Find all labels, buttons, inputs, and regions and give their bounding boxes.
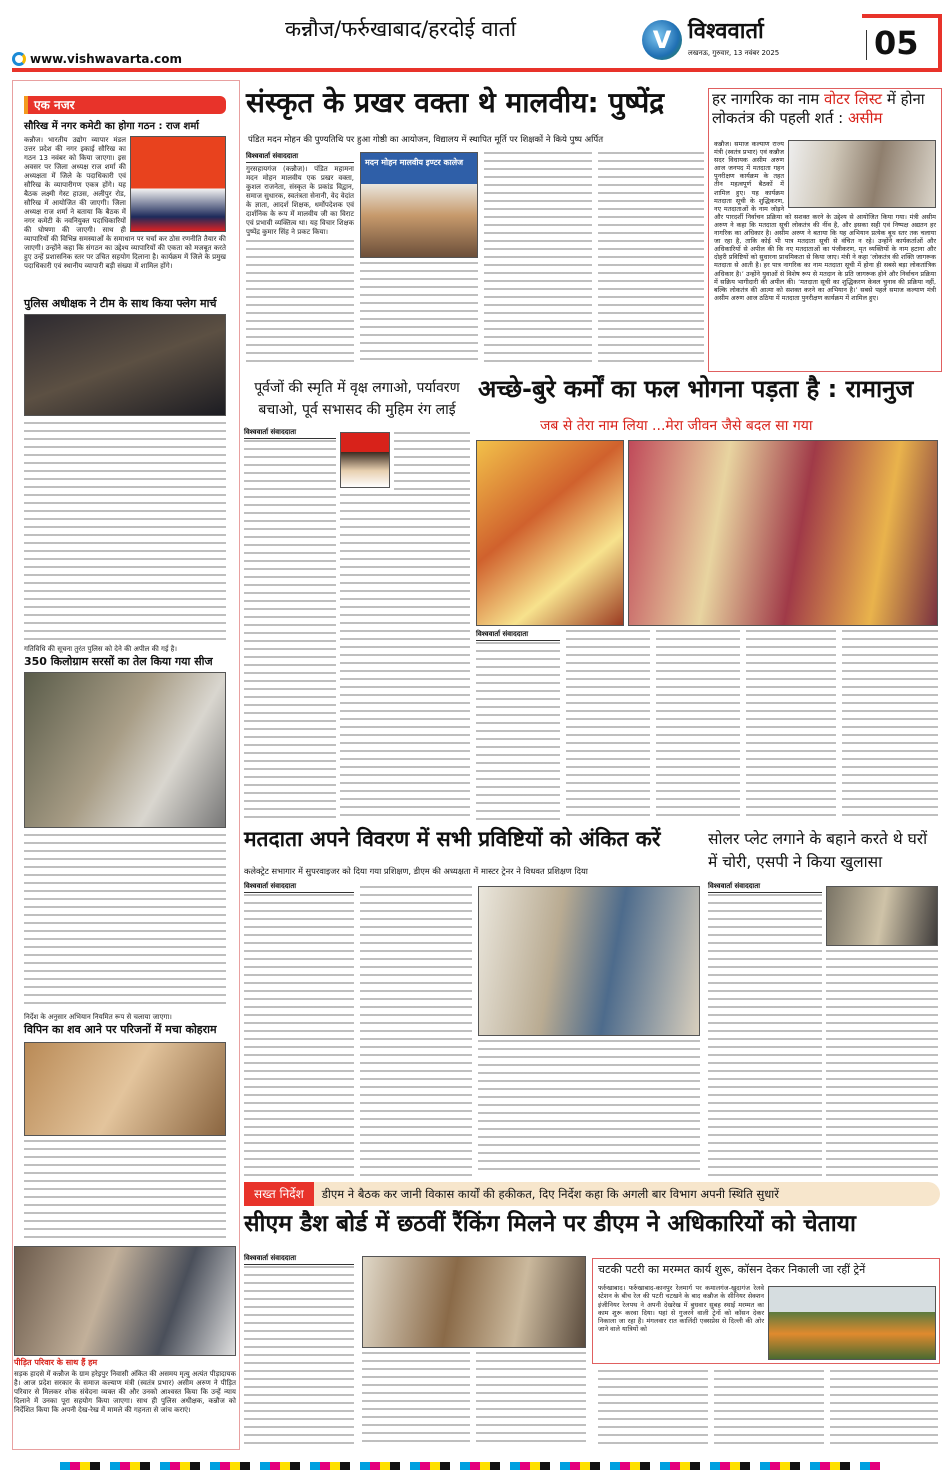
story-body-text — [360, 886, 472, 1176]
lead-body-text — [246, 240, 354, 366]
website-link[interactable]: www.vishwavarta.com — [12, 52, 182, 66]
story-body-text — [714, 1370, 824, 1444]
story-headline: सोलर प्लेट लगाने के बहाने करते थे घरों में चोरी, एसपी ने किया खुलासा — [708, 830, 928, 871]
portrait-photo — [340, 432, 390, 488]
story-body-text — [394, 432, 470, 492]
story-headline: चटकी पटरी का मरम्मत कार्य शुरू, कॉसन देकर निकाली जा रहीं ट्रेनें — [598, 1263, 866, 1276]
story-body-text — [340, 494, 470, 820]
story-body-text — [842, 630, 938, 820]
lead-first-column — [246, 152, 354, 366]
story-headline: हर नागरिक का नाम वोटर लिस्ट में होना लोकतंत्र की पहली शर्त : असीम — [712, 90, 925, 127]
story-body-text — [746, 630, 836, 820]
dateline: लखनऊ, गुरुवार, 13 नवंबर 2025 — [688, 49, 780, 57]
story-headline: अच्छे-बुरे कर्मों का फल भोगना पड़ता है : रामानुज — [478, 375, 914, 403]
story-headline: पुलिस अधीक्षक ने टीम के साथ किया फ्लेग मार्च — [24, 297, 217, 310]
flag-march-photo — [24, 314, 226, 416]
story-headline: पूर्वजों की स्मृति में वृक्ष लगाओ, पर्यावरण बचाओ, पूर्व सभासद की मुहिम रंग लाई — [254, 380, 460, 418]
story-headline: विपिन का शव आने पर परिजनों में मचा कोहराम — [24, 1023, 217, 1036]
story-headline: सौरिख में नगर कमेटी का होगा गठन : राज शर्मा — [24, 121, 199, 132]
training-session-photo — [478, 886, 700, 1036]
story-headline: सीएम डैश बोर्ड में छठवीं रैंकिंग मिलने पर डीएम ने अधिकारियों को चेताया — [244, 1211, 856, 1237]
story-body-text — [24, 1140, 226, 1240]
story-headline: 350 किलोग्राम सरसों का तेल किया गया सीज — [24, 655, 213, 668]
story-body-text — [476, 642, 560, 820]
byline: विश्ववार्ता संवाददाता — [708, 882, 822, 893]
lead-body-text — [598, 152, 704, 366]
story-body-text — [362, 1352, 470, 1444]
story-body-text — [244, 440, 336, 820]
caption-title: पीड़ित परिवार के साथ हैं हम — [14, 1358, 98, 1367]
grieving-family-photo — [24, 1042, 226, 1136]
school-statue-photo: मदन मोहन मालवीय इण्टर कालेज — [360, 152, 478, 258]
story-body-text — [566, 630, 650, 820]
story-subhead: जब से तेरा नाम लिया ...मेरा जीवन जैसे बदल सा गया — [540, 418, 813, 434]
section-title: कन्नौज/फर्रुखाबाद/हरदोई वार्ता — [285, 17, 517, 41]
story-body-text — [826, 950, 938, 1176]
story-body-text — [244, 1266, 354, 1444]
story-body-text — [830, 1370, 938, 1444]
story-body-text — [476, 1352, 586, 1444]
meeting-photo — [788, 140, 936, 208]
story-headline: मतदाता अपने विवरण में सभी प्रविष्टियों को अंकित करें — [244, 827, 661, 851]
story-body-end: गतिविधि की सूचना तुरंत पुलिस को देने की अपील की गई है। — [24, 645, 178, 653]
byline: विश्ववार्ता संवाददाता — [476, 630, 560, 641]
lead-body-text — [484, 152, 592, 366]
minister-visit-photo — [14, 1246, 236, 1356]
ek-nazar-banner: एक नजर — [24, 96, 226, 114]
color-registration-bar — [60, 1462, 880, 1470]
byline: विश्ववार्ता संवाददाता — [244, 882, 354, 893]
paper-logo: V — [642, 20, 682, 60]
devotees-photo — [628, 440, 938, 626]
paper-name: विश्ववार्ता — [688, 19, 764, 44]
lead-subhead: पंडित मदन मोहन की पुण्यतिथि पर हुआ गोष्ठी का आयोजन, विद्यालय में स्थापित मूर्ति पर शिक्षकों ने किये पुष्प अर्पित — [248, 135, 604, 145]
religious-event-photo — [476, 440, 624, 626]
page-number-box — [862, 14, 942, 72]
band-tag: सख्त निर्देश — [244, 1182, 314, 1206]
story-subhead: कलेक्ट्रेट सभागार में सुपरवाइजर को दिया गया प्रशिक्षण, डीएम की अध्यक्षता में मास्टर ट्रेनर ने विधवत प्रशिक्षण दिया — [244, 866, 588, 876]
byline: विश्ववार्ता संवाददाता — [246, 152, 354, 163]
strict-directions-band — [244, 1182, 940, 1206]
header-rule — [12, 68, 942, 72]
byline: विश्ववार्ता संवाददाता — [244, 428, 336, 439]
lead-body: गुरसहायगंज (कन्नौज)। पंडित महामना मदन मोहन मालवीय एक प्रखर वक्ता, कुशल राजनेता, संस्कृत के प्रकांड विद्वान, समाज सुधारक, स्वतंत्रता सेनानी, वेद वेदांत के ज्ञाता, आदर्श शिक्षक, धर्मोपदेशक एवं दार्शनिक के रूप में मालवीय जी का विराट एवं प्रभावी व्यक्तित्व था। यह विचार शिक्षक पुष्पेंद्र कुमार सिंह ने प्रकट किया। — [246, 165, 355, 236]
story-block — [714, 140, 936, 302]
lead-body-text — [360, 262, 478, 366]
story-body-text — [24, 422, 226, 642]
lead-headline: संस्कृत के प्रखर वक्ता थे मालवीय: पुष्पेंद्र — [246, 86, 665, 119]
story-body-text — [24, 834, 226, 1010]
caption-body: सड़क हादसे में कन्नौज के ग्राम हरेइपुर निवासी अंकित की असमय मृत्यु अत्यंत पीड़ादायक है। आज प्रदेश सरकार के समाज कल्याण मंत्री (स्वतंत्र प्रभार) असीम अरुण ने पीड़ित परिवार से मिलकर शोक संवेदना व्यक्त की और उनको आश्वस्त किया कि उन्हें न्याय दिलाने में उनका पूरा सहयोग किया जाएगा। साथ ही पुलिस अधीक्षक, कन्नौज को निर्देशित किया कि अपनी देख-रेख में मामले की गहनता से जांच कराएं। — [14, 1370, 236, 1414]
story-body-text — [598, 1370, 708, 1444]
review-meeting-photo — [362, 1256, 586, 1348]
track-repair-photo — [768, 1286, 936, 1360]
portrait-photo — [130, 136, 226, 232]
seized-oil-photo — [24, 672, 226, 828]
story-body: फर्रुखाबाद। फर्रुखाबाद-कानपुर रेलमार्ग पर कमालगंज-खुदागंज रेलवे स्टेशन के बीच रेल की पटरी चटखने के बाद कन्नौज के सीनियर सेक्शन इंजीनियर रेलपथ ने अपनी देखरेख में बुधवार सुबह स्थाई मरम्मत का काम शुरू करवा दिया। यहां से गुजरने वाली ट्रेनों को कॉसन देकर निकाला जा रहा है। मंगलवार रात कालिंदी एक्सप्रेस से दिल्ली की ओर जाने वाले यात्रियों को — [598, 1284, 764, 1334]
story-body: कन्नौज। भारतीय उद्योग व्यापार मंडल उत्तर प्रदेश की नगर इकाई सौरिख का गठन 13 नवंबर को किया जाएगा। इस अवसर पर जिला अध्यक्ष राज शर्मा की अध्यक्षता में जिले के पदाधिकारी एवं सौरिख के व्यापारीगण एकत्र होंगे। यह बैठक लक्ष्मी गेस्ट हाउस, अलीपुर रोड, सौरिख में आयोजित की जाएगी। जिला अध्यक्ष राज शर्मा ने बताया कि बैठक में नगर कमेटी के नवनियुक्त पदाधिकारियों की घोषणा की जाएगी। साथ ही व्यापारियों की विभिन्न समस्याओं के समाधान पर चर्चा कर ठोस रणनीति तैयार की जाएगी। उन्होंने कहा कि संगठन का उद्देश्य व्यापारियों की एकता को मजबूत करते हुए उन्हें प्रशासनिक स्तर पर उचित सहयोग दिलाना है। कार्यक्रम में जिले के प्रमुख पदाधिकारी एवं स्थानीय व्यापारी बड़ी संख्या में शामिल होंगे। — [24, 136, 226, 270]
arrested-accused-photo — [826, 886, 938, 946]
story-body-text — [478, 1040, 700, 1176]
band-text: डीएम ने बैठक कर जानी विकास कार्यों की हकीकत, दिए निर्देश कहा कि अगली बार विभाग अपनी स्थिति सुधारें — [321, 1186, 779, 1201]
story-body-text — [244, 894, 354, 1176]
story-body-text — [656, 630, 740, 820]
page-number: 05 — [874, 24, 919, 62]
byline: विश्ववार्ता संवाददाता — [244, 1254, 354, 1265]
story-body-end: निर्देश के अनुसार अभियान नियमित रूप से चलाया जाएगा। — [24, 1013, 172, 1021]
story-body-text — [708, 894, 822, 1176]
browser-icon — [12, 52, 26, 66]
story-body: कन्नौज। समाज कल्याण राज्य मंत्री (स्वतंत्र प्रभार) एवं कन्नौज सदर विधायक असीम अरुण आज जनपद में मतदाता गहन पुनरीक्षण कार्यक्रम के तहत तीन महत्वपूर्ण बैठकों में शामिल हुए। यह कार्यक्रम मतदाता सूची के शुद्धिकरण, नए मतदाताओं के नाम जोड़ने और पारदर्शी निर्वाचन प्रक्रिया को सशक्त करने के उद्देश्य से आयोजित किया गया। मंत्री असीम अरुण ने कहा कि मतदाता सूची लोकतंत्र की नींव है, और इसका सही एवं निष्पक्ष अद्यतन हर नागरिक का अधिकार है। असीम अरुण ने बताया कि यह अभियान प्रत्येक बूथ स्तर तक चलाया जा रहा है, ताकि कोई भी पात्र मतदाता सूची से वंचित न रहे। उन्होंने कार्यकर्ताओं और अधिकारियों से अपील की कि नए मतदाताओं का पंजीकरण, मृत व्यक्तियों के नाम हटाना और दोहरी प्रविष्टियों को सुधारना प्राथमिकता से किया जाए। मंत्री ने कहा ‘लोकतंत्र की शक्ति जागरूक मतदाता से आती है। हर पात्र नागरिक का नाम मतदाता सूची में होना ही सबसे बड़ा लोकतांत्रिक अधिकार है।’ उन्होंने युवाओं से विशेष रूप से मतदान के प्रति जागरूक होने और निर्वाचन प्रक्रिया में सक्रिय भागीदारी की अपील की। ‘मतदाता सूची का शुद्धिकरण केवल चुनाव की प्रक्रिया नहीं, बल्कि लोकतंत्र की आत्मा को सशक्त करने का अभियान है।’ सबसे पहले समाज कल्याण मंत्री असीम अरुण आज ठठिया में मतदाता पुनरीक्षण कार्यक्रम में शामिल हुए। — [714, 140, 936, 302]
story-block — [24, 136, 226, 271]
